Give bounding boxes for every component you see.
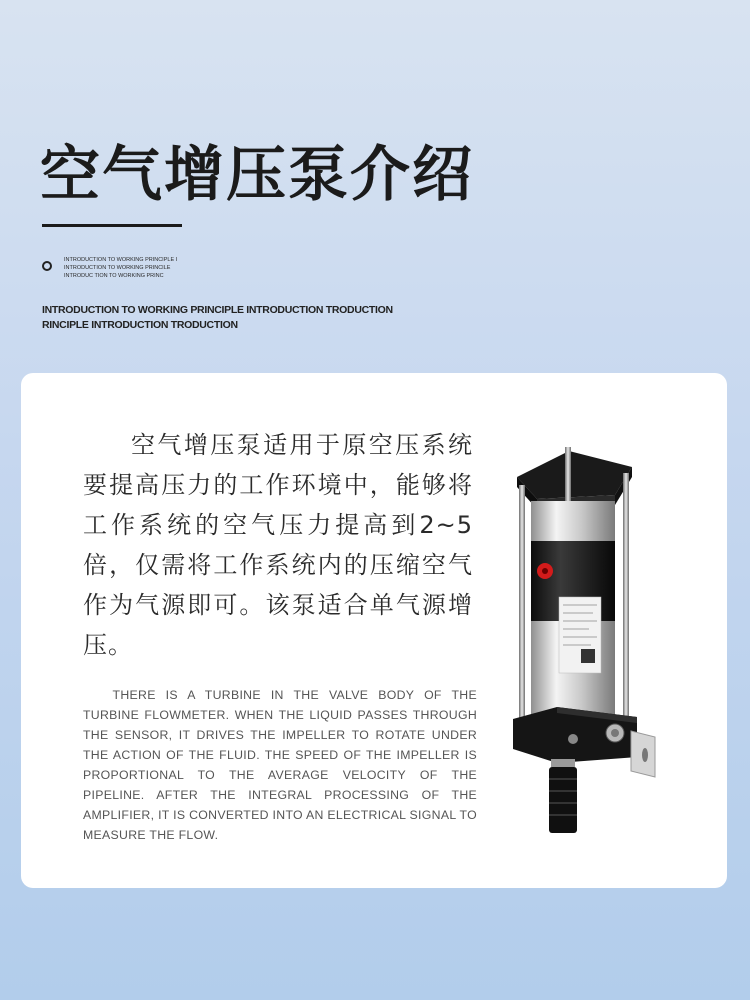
circle-icon [42, 261, 52, 271]
small-caption: INTRODUCTION TO WORKING PRINCIPLE I INTRODUCTION TO WORKING PRINCILE INTRODUC TION TO WORKING PRINC [64, 257, 178, 279]
title-underline [42, 224, 182, 227]
page-title: 空气增压泵介绍 [40, 140, 474, 210]
description-english: THERE IS A TURBINE IN THE VALVE BODY OF THE TURBINE FLOWMETER. WHEN THE LIQUID PASSES THROUGH THE SENSOR, IT DRIVES THE IMPELLER TO ROTATE UNDER THE ACTION OF THE FLUID. THE SPEED OF THE IMPELLER IS PROPORTIONAL TO THE AVERAGE VELOCITY OF THE PIPELINE. AFTER THE INTEGRAL PROCESSING OF THE AMPLIFIER, IT IS CONVERTED INTO AN ELECTRICAL SIGNAL TO MEASURE THE FLOW. [83, 688, 477, 842]
content-card [21, 373, 727, 888]
description-chinese: 空气增压泵适用于原空压系统要提高压力的工作环境中，能够将工作系统的空气压力提高到2~5倍，仅需将工作系统内的压缩空气作为气源即可。该泵适合单气源增压。 [83, 431, 473, 659]
air-booster-pump-image [497, 437, 697, 837]
subtitle-english: INTRODUCTION TO WORKING PRINCIPLE INTRODUCTION TRODUCTION RINCIPLE INTRODUCTION TRODUCTION [42, 304, 393, 331]
